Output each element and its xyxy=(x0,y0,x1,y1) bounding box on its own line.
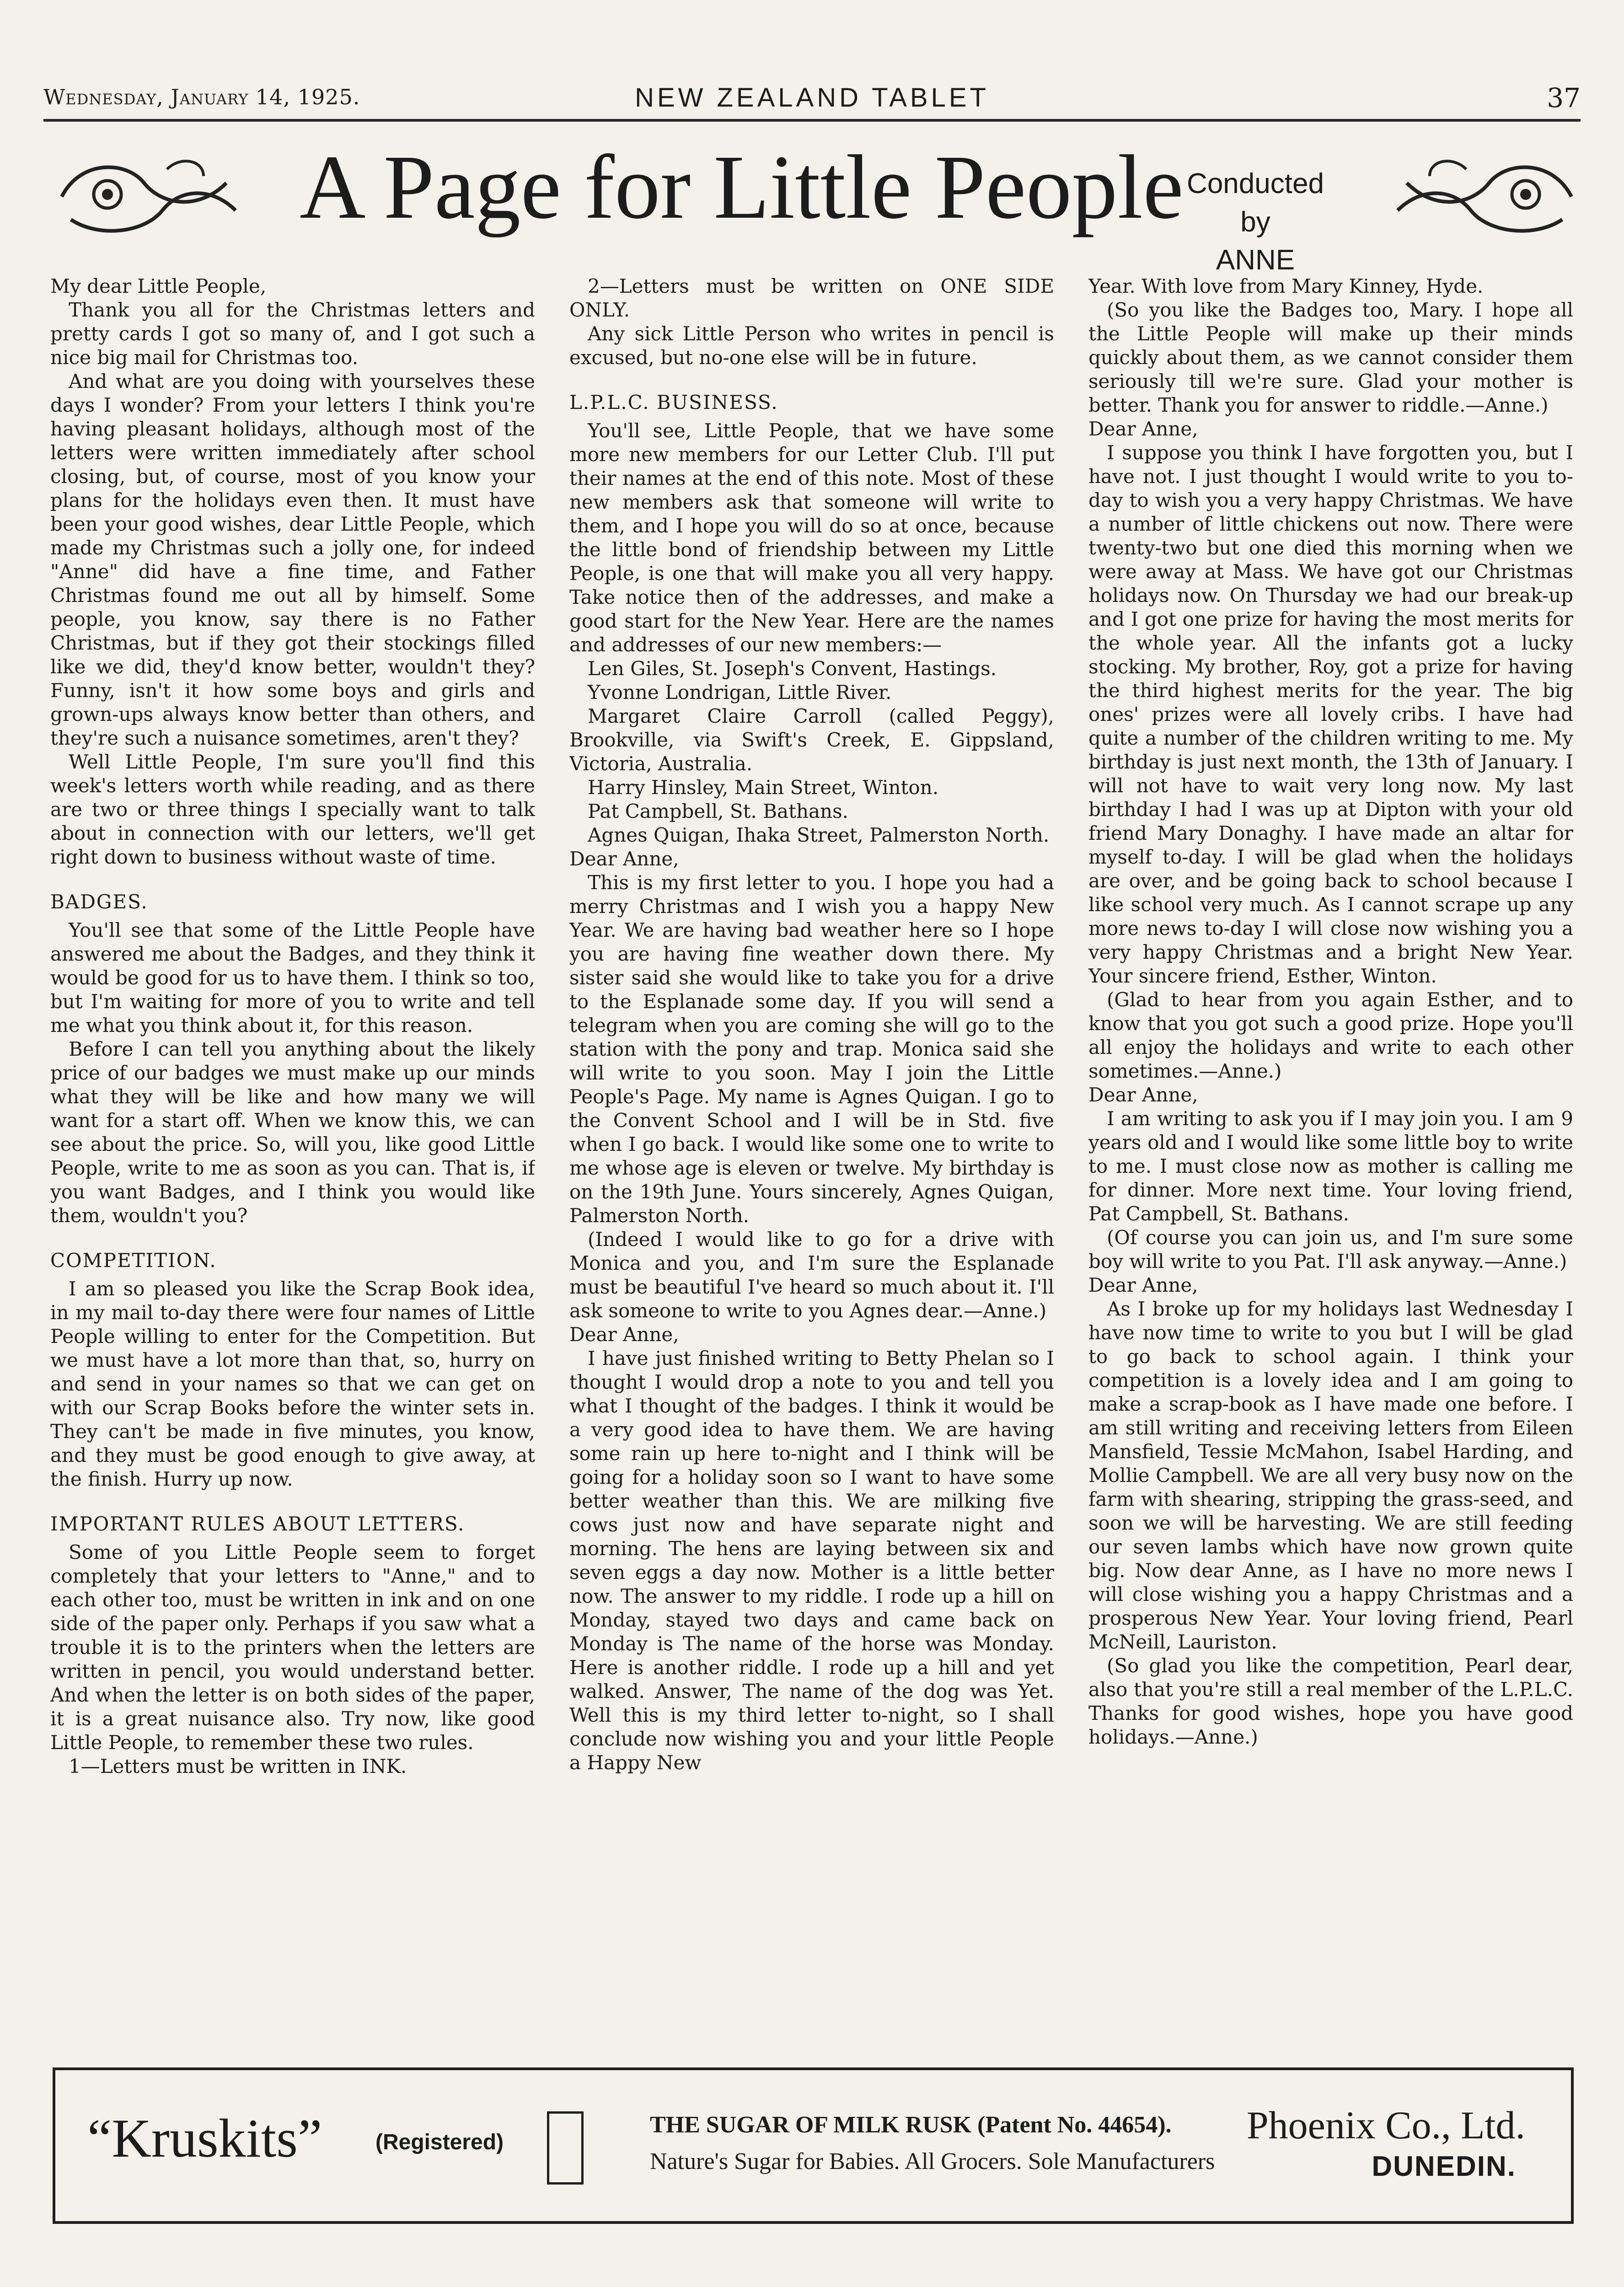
paragraph: You'll see that some of the Little People have answered me about the Badges, and they think it would be good for us to have them. I think so too, but I'm waiting for more of you to write and tell me what you think about it, for this reason. xyxy=(50,919,535,1036)
letter-body: As I broke up for my holidays last Wednesday I have now time to write to you but I will be glad to go back to school again. I think your competition is a lovely idea and I am going to make a scrap-book as I have made one before. I am still writing and receiving letters from Eileen Mansfield, Tessie McMahon, Isabel Harding, and Mollie Campbell. We are all very busy now on the farm with shearing, stripping the grass-seed, and soon we will be harvesting. We are still feeding our seven lambs which have now grown quite big. Now dear Anne, as I have no more news I will close wishing you a happy Christmas and a prosperous New Year. Your loving friend, Pearl McNeill, Lauriston. xyxy=(1088,1298,1573,1653)
paragraph: I am so pleased you like the Scrap Book idea, in my mail to-day there were four names of Little People willing to enter for the Competition. But we must have a lot more than that, so, hurry on and send in your names so that we can get on with our Scrap Books before the winter sets in. They can't be made in five minutes, you know, and they must be good enough to give away, at the finish. Hurry up now. xyxy=(50,1278,535,1490)
paragraph: Some of you Little People seem to forget completely that your letters to "Anne," and to each other too, must be written in ink and on one side of the paper only. Perhaps if you saw what a trouble it is to the printers when the letters are written in pencil, you would understand better. And when the letter is on both sides of the paper, it is a great nuisance also. Try now, like good Little People, to remember these two rules. xyxy=(50,1541,535,1754)
page-header xyxy=(43,82,1581,122)
title-banner xyxy=(43,137,1581,279)
section-heading-rules: IMPORTANT RULES ABOUT LETTERS. xyxy=(50,1513,465,1535)
editor-reply: (So glad you like the competition, Pearl dear, also that you're still a real member of the L.P.L.C. Thanks for good wishes, hope you have good holidays.—Anne.) xyxy=(1088,1654,1573,1748)
page-title: A Page for Little People xyxy=(300,137,1184,238)
issue-date: Wednesday, January 14, 1925. xyxy=(43,85,360,109)
letter-greeting: Dear Anne, xyxy=(1088,1274,1198,1296)
masthead: NEW ZEALAND TABLET xyxy=(635,83,989,113)
editor-reply: (So you like the Badges too, Mary. I hope all the Little People will make up their minds quickly about them, as we cannot consider them seriously till we're sure. Glad your mother is better. Thank you for answer to riddle.—Anne.) xyxy=(1088,299,1573,416)
letter-body: I suppose you think I have forgotten you, but I have not. I just thought I would write to you to-day to wish you a very happy Christmas. We have a number of little chickens out now. There were twenty-two but one died this morning when we were away at Mass. We have got our Christmas holidays now. On Thursday we had our break-up and I got one prize for having the most merits for the whole year. All the infants got a lucky stocking. My brother, Roy, got a prize for having the third highest merits for the year. The big ones' prizes were all lovely cribs. I have had quite a number of the children writing to me. My birthday is just next month, the 13th of January. I will not have to wait very long now. My last birthday I had I was up at Dipton with your old friend Mary Donaghy. I have made an altar for myself to-day. I will be glad when the holidays are over, and be going back to school because I like school very much. As I cannot scrape up any more news to-day I will close now wishing you a very happy Christmas and a bright New Year. Your sincere friend, Esther, Winton. xyxy=(1088,441,1573,987)
salutation: My dear Little People, xyxy=(50,275,267,297)
scroll-ornament-icon xyxy=(1388,151,1581,242)
list-item: Len Giles, St. Joseph's Convent, Hastings. xyxy=(588,657,997,680)
letter-greeting: Dear Anne, xyxy=(1088,1084,1198,1106)
list-item: Pat Campbell, St. Bathans. xyxy=(588,800,849,822)
paragraph: And what are you doing with yourselves these days I wonder? From your letters I think you're having pleasant holidays, although most of the letters were written immediately after school closing, but, of course, most of you know your plans for the holidays even then. It must have been your good wishes, dear Little People, which made my Christmas such a jolly one, for indeed "Anne" did have a fine time, and Father Christmas found me out all by himself. Some people, you know, say there is no Father Christmas, but if they got their stockings filled like we did, they'd know better, wouldn't they? Funny, isn't it how some boys and girls and grown-ups always know better than others, and they're such a nuisance sometimes, aren't they? xyxy=(50,370,535,749)
letter-body: This is my first letter to you. I hope you had a merry Christmas and I wish you a happy New Year. We are having bad weather here so I hope you are having fine weather down there. My sister said she would like to take you for a drive to the Esplanade some day. If you will send a telegram when you are coming she will go to the station with the pony and trap. Monica said she will write to you soon. May I join the Little People's Page. My name is Agnes Quigan. I go to the Convent School and I will be in Std. five when I go back. I would like some one to write to me whose age is eleven or twelve. My birthday is on the 19th June. Yours sincerely, Agnes Quigan, Palmerston North. xyxy=(569,871,1054,1227)
list-item: Yvonne Londrigan, Little River. xyxy=(588,681,892,703)
ad-subline: Nature's Sugar for Babies. All Grocers. Sole Manufacturers xyxy=(650,2148,1215,2174)
list-item: Agnes Quigan, Ihaka Street, Palmerston North. xyxy=(588,824,1050,846)
member-list xyxy=(569,657,1054,847)
paragraph: Well Little People, I'm sure you'll find this week's letters worth while reading, and as there are two or three things I specially want to talk about in connection with our letters, we'll get right down to business without waste of time. xyxy=(50,751,535,868)
rule-item: 1—Letters must be written in INK. xyxy=(69,1755,407,1777)
paragraph: Before I can tell you anything about the likely price of our badges we must make up our minds what they will be like and how many we will want for a start off. When we know this, we can see about the price. So, will you, like good Little People, write to me as soon as you can. That is, if you want Badges, and I think you would like them, wouldn't you? xyxy=(50,1038,535,1227)
column-1 xyxy=(50,274,535,2058)
editor-reply: (Indeed I would like to go for a drive with Monica and you, and I'm sure the Esplanade must be beautiful I've heard so much about it. I'll ask someone to write to you Agnes dear.—Anne.) xyxy=(569,1228,1054,1322)
paragraph: Thank you all for the Christmas letters and pretty cards I got so many of, and I got such a nice big mail for Christmas too. xyxy=(50,299,535,369)
scroll-ornament-icon xyxy=(53,151,245,242)
ad-city: DUNEDIN. xyxy=(1372,2151,1516,2182)
ad-brand: “Kruskits” xyxy=(87,2108,322,2169)
paragraph: You'll see, Little People, that we have some more new members for our Letter Club. I'll put their names at the end of this note. Most of these new members ask that someone will write to them, and I hope you will do so at once, because the little bond of friendship between my Little People, is one that will make you all very happy. Take notice then of the addresses, and make a good start for the New Year. Here are the names and addresses of our new members:— xyxy=(569,419,1054,656)
column-3 xyxy=(1088,274,1573,2058)
ad-tagline: THE SUGAR OF MILK RUSK (Patent No. 44654). xyxy=(650,2112,1172,2138)
conductor-box xyxy=(1168,165,1342,279)
letter-body: I have just finished writing to Betty Phelan so I thought I would drop a note to you and tell you what I thought of the badges. I think it would be a very good idea to have them. We are having some rain up here to-night and I think will be going for a holiday soon so I want to have some better weather than this. We are milking five cows just now and have separate night and morning. The hens are laying between six and seven eggs a day now. Mother is a little better now. The answer to my riddle. I rode up a hill on Monday, stayed two days and came back on Monday is The name of the horse was Monday. Here is another riddle. I rode up a hill and yet walked. Answer, The name of the dog was Yet. Well this is my third letter to-night, so I shall conclude now wishing you and your little People a Happy New xyxy=(569,1347,1054,1774)
paragraph: Any sick Little Person who writes in pencil is excused, but no-one else will be in future. xyxy=(569,322,1054,369)
ad-company: Phoenix Co., Ltd. xyxy=(1246,2103,1525,2147)
list-item: Harry Hinsley, Main Street, Winton. xyxy=(588,776,939,799)
rule-item: 2—Letters must be written on ONE SIDE ONLY. xyxy=(569,275,1054,321)
ad-registered: (Registered) xyxy=(375,2130,504,2154)
advertisement xyxy=(53,2067,1574,2224)
conductor-name: ANNE xyxy=(1216,244,1295,276)
letter-greeting: Dear Anne, xyxy=(569,1323,679,1346)
column-2 xyxy=(569,274,1054,2058)
section-heading-business: L.P.L.C. BUSINESS. xyxy=(569,391,778,413)
page-number: 37 xyxy=(1547,82,1581,113)
section-heading-badges: BADGES. xyxy=(50,891,148,913)
conducted-by-label: Conducted by xyxy=(1187,168,1324,238)
letter-greeting: Dear Anne, xyxy=(569,848,679,870)
letter-body: I am writing to ask you if I may join you. I am 9 years old and I would like some little boy to write to me. I must close now as mother is calling me for dinner. More next time. Your loving friend, Pat Campbell, St. Bathans. xyxy=(1088,1107,1573,1225)
letter-body: Year. With love from Mary Kinney, Hyde. xyxy=(1088,275,1484,297)
list-item: Margaret Claire Carroll (called Peggy), Brookville, via Swift's Creek, E. Gippsland, Victoria, Australia. xyxy=(569,705,1054,775)
letter-greeting: Dear Anne, xyxy=(1088,418,1198,440)
product-box-icon xyxy=(547,2111,584,2185)
editor-reply: (Of course you can join us, and I'm sure some boy will write to you Pat. I'll ask anyway.—Anne.) xyxy=(1088,1226,1573,1272)
editor-reply: (Glad to hear from you again Esther, and to know that you got such a good prize. Hope you'll all enjoy the holidays and write to each other sometimes.—Anne.) xyxy=(1088,988,1573,1082)
section-heading-competition: COMPETITION. xyxy=(50,1249,217,1272)
